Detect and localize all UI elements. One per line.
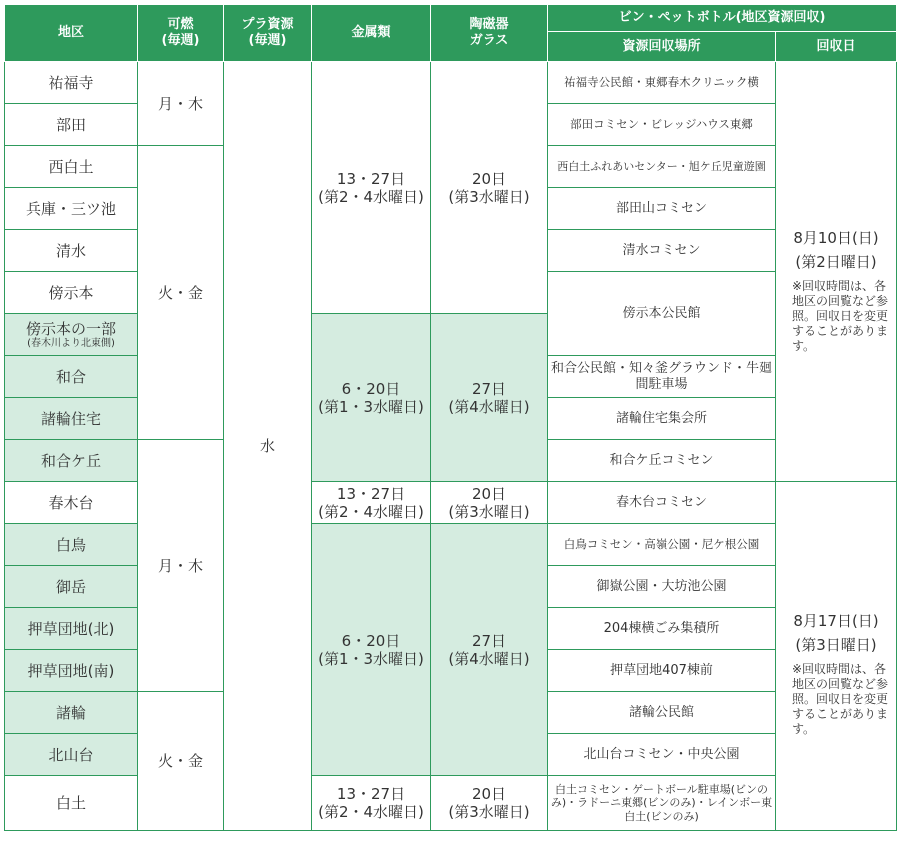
ceramic-date-cell xyxy=(431,524,548,776)
site-cell: 諸輪公民館 xyxy=(548,692,776,734)
header-plastic xyxy=(224,5,312,62)
metal-date-cell xyxy=(312,776,431,831)
district-cell: 白鳥 xyxy=(5,524,138,566)
metal-date: 13・27日 xyxy=(336,484,406,503)
collection-note: ※回収時間は、各地区の回覧など参照。回収日を変更することがあります。 xyxy=(792,279,889,353)
ceramic-week: (第4水曜日) xyxy=(448,649,530,668)
metal-date-cell xyxy=(312,482,431,524)
collection-day-cell xyxy=(776,62,897,482)
metal-week: (第1・3水曜日) xyxy=(318,397,424,416)
header-metal: 金属類 xyxy=(312,5,431,62)
header-bottle-day: 回収日 xyxy=(776,32,897,62)
burnable-day-cell: 火・金 xyxy=(138,692,224,831)
burnable-day-cell: 月・木 xyxy=(138,62,224,146)
district-cell: 押草団地(南) xyxy=(5,650,138,692)
district-cell: 春木台 xyxy=(5,482,138,524)
district-cell: 北山台 xyxy=(5,734,138,776)
site-cell: 白土コミセン・ゲートボール駐車場(ビンのみ)・ラドーニ東郷(ビンのみ)・レインボー東白土(ビンのみ) xyxy=(548,776,776,831)
district-cell: 押草団地(北) xyxy=(5,608,138,650)
ceramic-date: 20日 xyxy=(471,785,507,803)
district-cell: 祐福寺 xyxy=(5,62,138,104)
metal-date: 13・27日 xyxy=(336,169,406,188)
site-cell: 清水コミセン xyxy=(548,230,776,272)
site-cell: 部田山コミセン xyxy=(548,188,776,230)
ceramic-week: (第3水曜日) xyxy=(448,187,530,206)
metal-date: 6・20日 xyxy=(341,379,401,398)
collection-date: 8月17日(日) xyxy=(793,611,879,630)
district-cell: 諸輪 xyxy=(5,692,138,734)
district-cell: 和合ケ丘 xyxy=(5,440,138,482)
metal-date: 13・27日 xyxy=(336,785,406,803)
district-cell: 兵庫・三ツ池 xyxy=(5,188,138,230)
header-plastic-text: プラ資源 (毎週) xyxy=(241,17,294,48)
metal-date-cell xyxy=(312,62,431,314)
header-burnable-text: 可燃 (毎週) xyxy=(161,17,200,48)
metal-date-cell xyxy=(312,314,431,482)
district-cell: 西白土 xyxy=(5,146,138,188)
metal-week: (第1・3水曜日) xyxy=(318,649,424,668)
district-note: (春木川より北東側) xyxy=(27,337,115,349)
header-bottle-group: ビン・ペットボトル(地区資源回収) xyxy=(548,5,897,32)
header-ceramic-text: 陶磁器 ガラス xyxy=(469,17,509,48)
site-cell: 押草団地407棟前 xyxy=(548,650,776,692)
ceramic-date: 20日 xyxy=(471,484,507,503)
header-ceramic xyxy=(431,5,548,62)
site-cell: 御嶽公園・大坊池公園 xyxy=(548,566,776,608)
district-name: 傍示本の一部 xyxy=(25,319,116,338)
metal-week: (第2・4水曜日) xyxy=(318,502,424,521)
site-cell: 西白土ふれあいセンター・旭ケ丘児童遊園 xyxy=(548,146,776,188)
district-cell: 傍示本 xyxy=(5,272,138,314)
metal-week: (第2・4水曜日) xyxy=(318,187,424,206)
district-cell: 清水 xyxy=(5,230,138,272)
ceramic-date: 27日 xyxy=(471,631,507,650)
ceramic-date-cell xyxy=(431,776,548,831)
metal-date: 6・20日 xyxy=(341,631,401,650)
district-cell: 白土 xyxy=(5,776,138,831)
ceramic-week: (第4水曜日) xyxy=(448,397,530,416)
collection-day-cell xyxy=(776,482,897,831)
burnable-day-cell: 火・金 xyxy=(138,146,224,440)
ceramic-date-cell xyxy=(431,314,548,482)
collection-schedule-table xyxy=(4,4,897,831)
plastic-day-cell: 水 xyxy=(224,62,312,831)
site-cell: 204棟横ごみ集積所 xyxy=(548,608,776,650)
metal-date-cell xyxy=(312,524,431,776)
ceramic-week: (第3水曜日) xyxy=(448,502,530,521)
ceramic-week: (第3水曜日) xyxy=(448,803,530,821)
site-cell: 春木台コミセン xyxy=(548,482,776,524)
site-cell: 部田コミセン・ビレッジハウス東郷 xyxy=(548,104,776,146)
collection-week: (第3日曜日) xyxy=(795,635,877,654)
ceramic-date-cell xyxy=(431,482,548,524)
header-bottle-site: 資源回収場所 xyxy=(548,32,776,62)
site-cell: 祐福寺公民館・東郷春木クリニック横 xyxy=(548,62,776,104)
ceramic-date: 20日 xyxy=(471,169,507,188)
collection-date: 8月10日(日) xyxy=(793,229,879,247)
district-cell: 和合 xyxy=(5,356,138,398)
site-cell: 北山台コミセン・中央公園 xyxy=(548,734,776,776)
district-cell: 御岳 xyxy=(5,566,138,608)
metal-week: (第2・4水曜日) xyxy=(318,803,424,821)
collection-note: ※回収時間は、各地区の回覧など参照。回収日を変更することがあります。 xyxy=(792,661,889,736)
site-cell: 和合公民館・知々釜グラウンド・牛廻間駐車場 xyxy=(548,356,776,398)
site-cell: 白鳥コミセン・高嶺公園・尼ケ根公園 xyxy=(548,524,776,566)
ceramic-date-cell xyxy=(431,62,548,314)
district-cell: 部田 xyxy=(5,104,138,146)
site-cell: 諸輪住宅集会所 xyxy=(548,398,776,440)
district-cell: 諸輪住宅 xyxy=(5,398,138,440)
header-district: 地区 xyxy=(5,5,138,62)
table-row xyxy=(5,62,897,104)
ceramic-date: 27日 xyxy=(471,379,507,398)
burnable-day-cell: 月・木 xyxy=(138,440,224,692)
header-burnable xyxy=(138,5,224,62)
district-cell xyxy=(5,314,138,356)
collection-week: (第2日曜日) xyxy=(795,253,877,271)
site-cell: 和合ケ丘コミセン xyxy=(548,440,776,482)
site-cell: 傍示本公民館 xyxy=(548,272,776,356)
